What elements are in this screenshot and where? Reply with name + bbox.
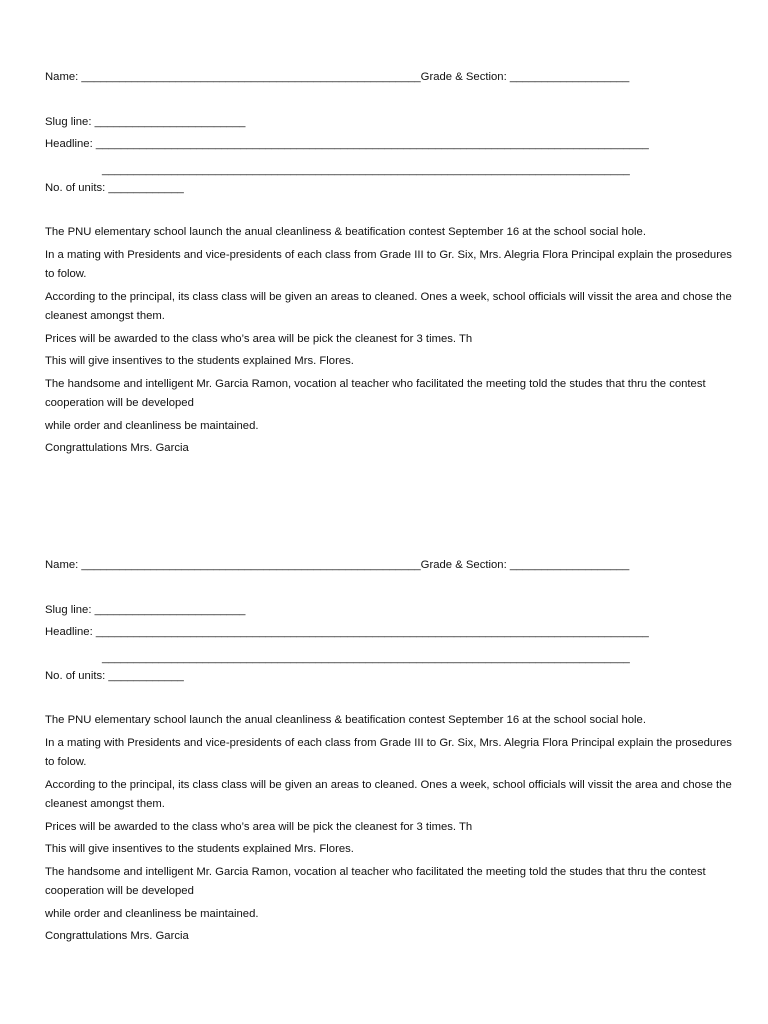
article-paragraph: According to the principal, its class class will be given an areas to cleaned. Ones a week, school officials will vissit the area and chose the cleanest amongst them.	[45, 291, 732, 322]
headline-line: Headline: ________________________________________________________________________________________	[45, 626, 649, 638]
article-paragraph: The PNU elementary school launch the anual cleanliness & beatification contest September 16 at the school social hole.	[45, 714, 646, 726]
article-paragraph: This will give insentives to the students explained Mrs. Flores.	[45, 843, 354, 855]
article-paragraph: Prices will be awarded to the class who’s area will be pick the cleanest for 3 times. Th	[45, 821, 473, 833]
article-paragraph: while order and cleanliness be maintained.	[45, 420, 259, 432]
units-line: No. of units: ____________	[45, 670, 184, 682]
article-paragraph: The handsome and intelligent Mr. Garcia Ramon, vocation al teacher who facilitated the meeting told the studes that thru the contest cooperation will be developed	[45, 378, 706, 409]
headline-line: Headline: ________________________________________________________________________________________	[45, 138, 649, 150]
article-paragraph: Prices will be awarded to the class who’s area will be pick the cleanest for 3 times. Th	[45, 333, 473, 345]
slug-line: Slug line: ________________________	[45, 604, 246, 616]
units-line: No. of units: ____________	[45, 182, 184, 194]
slug-line: Slug line: ________________________	[45, 116, 246, 128]
headline-continuation-line: ____________________________________________________________________________________	[102, 164, 630, 176]
article-paragraph: This will give insentives to the students explained Mrs. Flores.	[45, 355, 354, 367]
article-paragraph: In a mating with Presidents and vice-presidents of each class from Grade III to Gr. Six, Mrs. Alegria Flora Principal explain the prosedures to folow.	[45, 249, 732, 280]
headline-continuation-line: ____________________________________________________________________________________	[102, 652, 630, 664]
name-grade-section-line: Name: ______________________________________________________Grade & Section: ___________________	[45, 71, 630, 83]
name-grade-section-line: Name: ______________________________________________________Grade & Section: ___________________	[45, 559, 630, 571]
article-paragraph: The handsome and intelligent Mr. Garcia Ramon, vocation al teacher who facilitated the meeting told the studes that thru the contest cooperation will be developed	[45, 866, 706, 897]
article-paragraph: According to the principal, its class class will be given an areas to cleaned. Ones a week, school officials will vissit the area and chose the cleanest amongst them.	[45, 779, 732, 810]
article-paragraph: Congrattulations Mrs. Garcia	[45, 930, 189, 942]
article-paragraph: In a mating with Presidents and vice-presidents of each class from Grade III to Gr. Six, Mrs. Alegria Flora Principal explain the prosedures to folow.	[45, 737, 732, 768]
article-paragraph: The PNU elementary school launch the anual cleanliness & beatification contest September 16 at the school social hole.	[45, 226, 646, 238]
article-paragraph: while order and cleanliness be maintained.	[45, 908, 259, 920]
article-paragraph: Congrattulations Mrs. Garcia	[45, 442, 189, 454]
